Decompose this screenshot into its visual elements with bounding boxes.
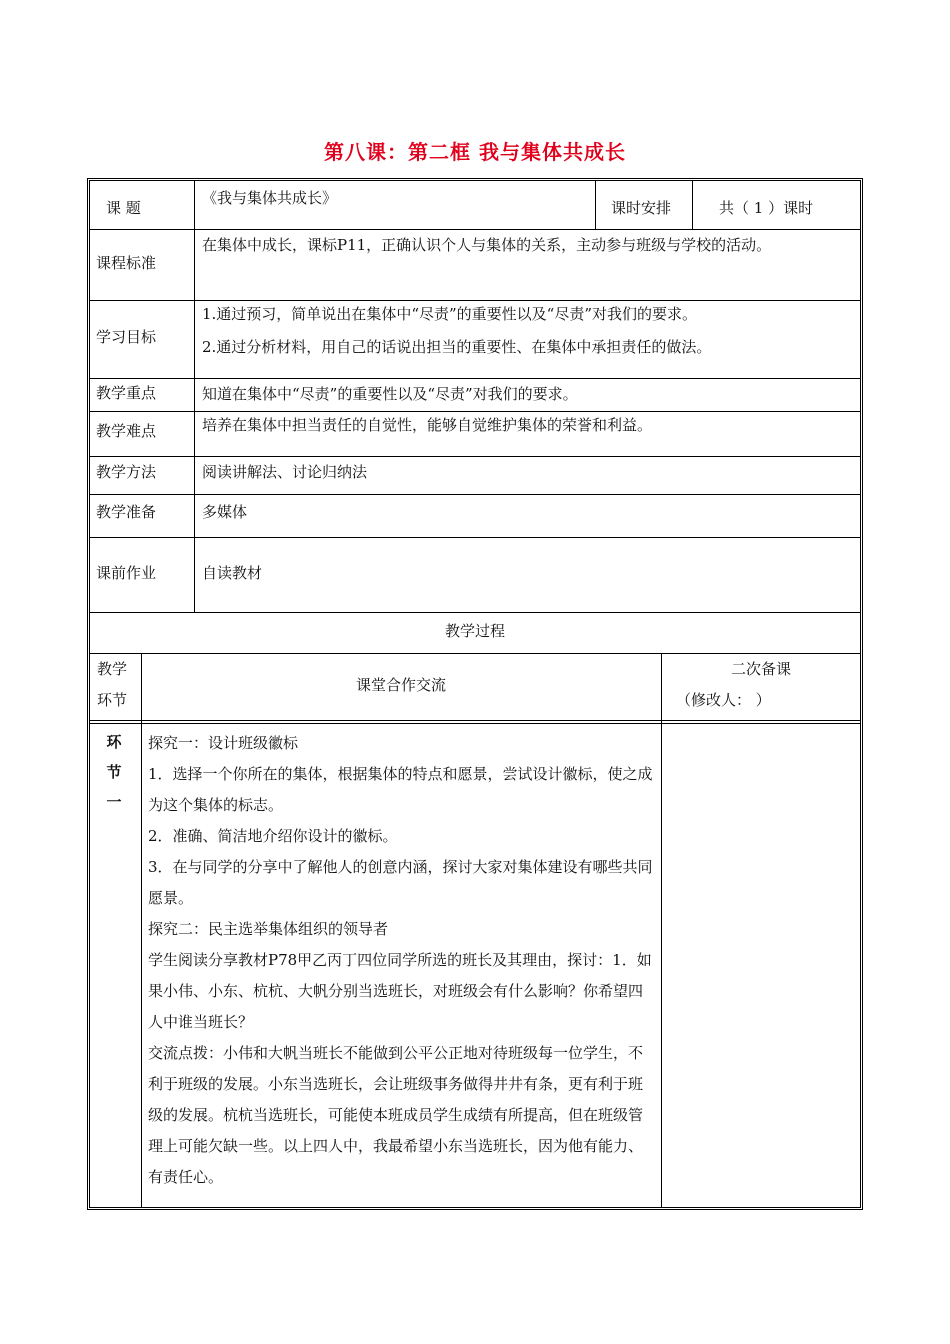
stage-header: 教学 — [97, 660, 128, 678]
paragraph: 探究二：民主选举集体组织的领导者 — [148, 920, 389, 938]
row-content: 培养在集体中担当责任的自觉性，能够自觉维护集体的荣誉和利益。 — [202, 416, 653, 434]
paragraph: 1．选择一个你所在的集体，根据集体的特点和愿景，尝试设计徽标，使之成为这个集体的标志。 — [148, 765, 653, 814]
stage-label-char: 一 — [106, 793, 122, 811]
row-label: 课前作业 — [96, 564, 157, 582]
paragraph: 交流点拨：小伟和大帆当班长不能做到公平公正地对待班级每一位学生，不利于班级的发展。小东当选班长，会让班级事务做得井井有条，更有利于班级的发展。杭杭当选班长，可能使本班成员学生成绩有所提高，但在班级管理上可能欠缺一些。以上四人中，我最希望小东当选班长，因为他有能力、有责任心。 — [148, 1044, 644, 1186]
page-title: 第八课：第二框 我与集体共成长 — [324, 140, 626, 164]
topic-label: 课 题 — [106, 199, 141, 217]
row-content: 多媒体 — [202, 503, 248, 521]
row-label: 课程标准 — [96, 254, 157, 272]
stage-header: 环节 — [97, 691, 128, 709]
main-column-header: 课堂合作交流 — [355, 676, 446, 694]
row-label: 教学准备 — [96, 503, 157, 521]
row-label: 教学难点 — [96, 422, 157, 440]
row-content: 1.通过预习，简单说出在集体中“尽责”的重要性以及“尽责”对我们的要求。 — [202, 305, 697, 323]
schedule-label: 课时安排 — [611, 199, 672, 217]
row-content: 自读教材 — [202, 564, 263, 582]
row-label: 教学方法 — [96, 463, 157, 481]
process-heading: 教学过程 — [444, 622, 505, 640]
stage-one-content — [148, 728, 656, 1193]
paragraph: 探究一：设计班级徽标 — [148, 734, 299, 752]
row-content: 知道在集体中“尽责”的重要性以及“尽责”对我们的要求。 — [202, 385, 578, 403]
row-content: 阅读讲解法、讨论归纳法 — [202, 463, 368, 481]
stage-one-label — [100, 727, 128, 817]
notes-header: 二次备课 — [730, 660, 791, 678]
stage-label-char: 节 — [106, 763, 122, 781]
paragraph: 3．在与同学的分享中了解他人的创意内涵，探讨大家对集体建设有哪些共同愿景。 — [148, 858, 653, 907]
notes-reviser: （修改人： ） — [676, 691, 771, 709]
row-content: 在集体中成长，课标P11，正确认识个人与集体的关系，主动参与班级与学校的活动。 — [202, 236, 772, 254]
row-content: 2.通过分析材料，用自己的话说出担当的重要性、在集体中承担责任的做法。 — [202, 338, 712, 356]
paragraph: 学生阅读分享教材P78甲乙丙丁四位同学所选的班长及其理由，探讨：1．如果小伟、小东、杭杭、大帆分别当选班长，对班级会有什么影响？你希望四人中谁当班长？ — [148, 951, 652, 1031]
row-label: 学习目标 — [96, 328, 157, 346]
paragraph: 2．准确、简洁地介绍你设计的徽标。 — [148, 827, 398, 845]
stage-label-char: 环 — [106, 733, 122, 751]
topic-value: 《我与集体共成长》 — [202, 189, 338, 207]
row-label: 教学重点 — [96, 384, 157, 402]
schedule-value: 共（ 1 ）课时 — [719, 199, 814, 217]
